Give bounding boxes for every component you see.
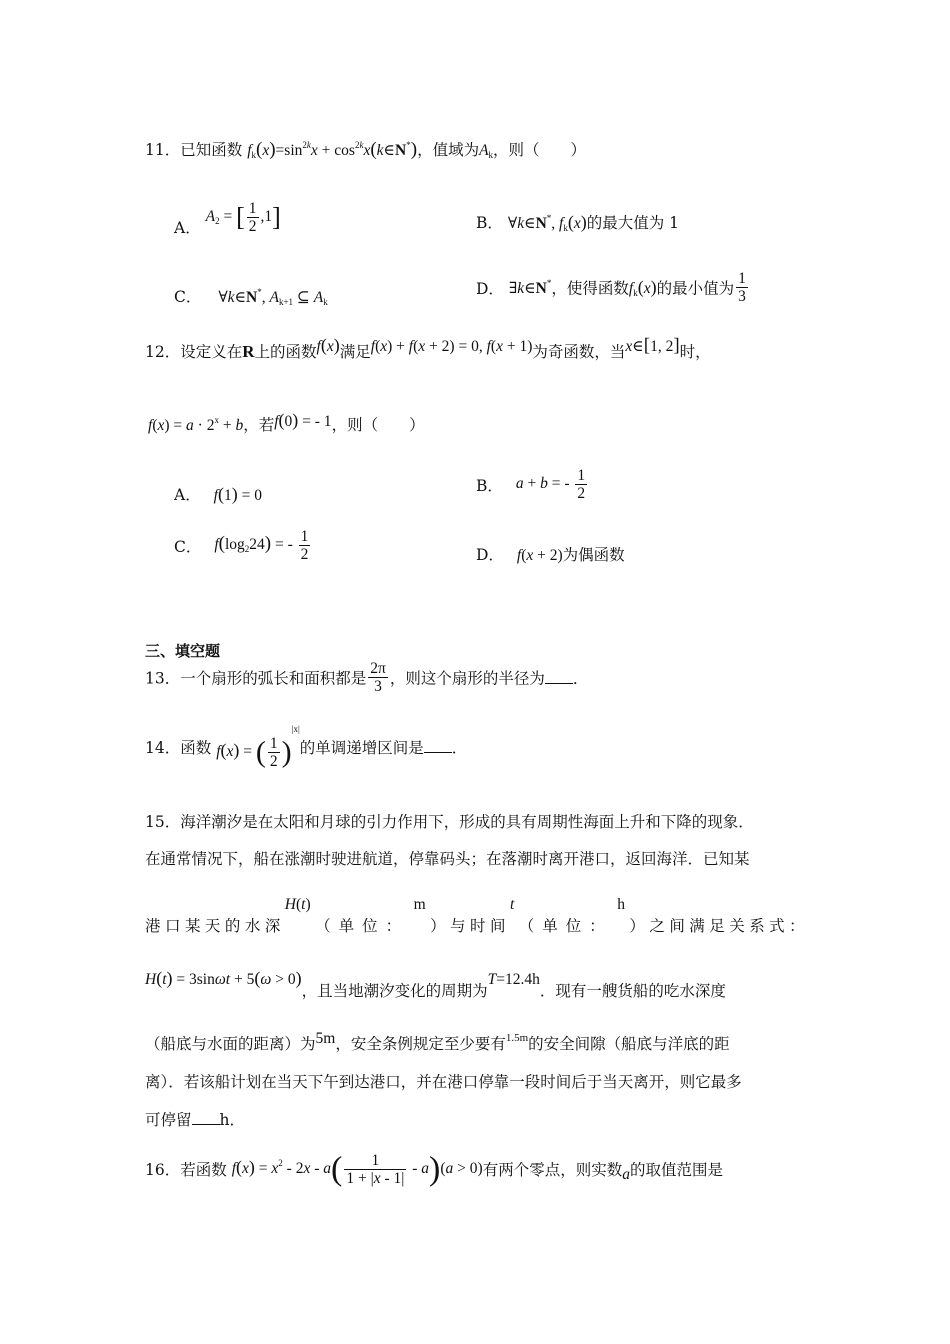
q15-text: 可停留 [145,1111,192,1129]
q11-formula: $f_k(x)=\sin^{2k}x$ + $\cos^{2k}x(k\in N^*)$ [247,139,418,160]
q15-line5 [145,1030,730,1054]
q15-line3 [145,896,805,936]
q15-char: 式 [769,917,785,935]
q15-char: 天 [204,917,221,935]
q11-range-symbol: $A_k$ [479,142,494,160]
q15-char: 时 [470,917,486,935]
q15-text: 的安全间隙（船底与洋底的距 [528,1035,730,1053]
q15-text: ，且当地潮汐变化的周期为 [301,982,488,1000]
q15-line1 [145,810,754,832]
option-text: 为偶函数 [562,546,625,564]
q15-char: 关 [729,917,745,935]
q12-a-formula: f(1) = 0 [213,484,262,504]
q15-line7 [145,1108,245,1130]
q15-depth-var: H(t) [284,896,311,913]
q15-char: 间 [669,917,685,935]
q15-text: ．现有一艘货船的吃水深度 [539,982,726,1000]
option-label: B． [476,476,503,495]
q12-text: 满足 [339,343,371,361]
q15-text: 海洋潮汐是在太阳和月球的引力作用下，形成的具有周期性海面上升和下降的现象． [180,813,754,831]
q15-char: 某 [184,917,201,935]
option-text: 的最大值为 1 [586,214,680,232]
q11-text: 已知函数 [180,141,243,159]
q16-text: 有两个零点，则实数 [482,1161,623,1179]
q14 [145,724,467,770]
q12-interval: x∈[1, 2] [625,335,680,356]
q15-safety-gap: 1.5m [505,1032,529,1044]
q12-text: ，则（ ） [331,416,425,434]
q12-stem: 12．设定义在R上的函数f(x)满足f(x) + f(x + 2) = 0, f(x + 1)为奇函数，当x∈[1, 2]时， [145,335,711,361]
q15-char: 水 [244,917,261,935]
q11-d-formula: ∃k∈N* [508,277,552,297]
fraction-two-pi-thirds: $\frac{2\pi}{3}$ [370,660,386,695]
q15-text: ，安全条例规定至少要有 [335,1035,506,1053]
q15-text: （船底与水面的距离）为 [145,1035,316,1053]
q13 [145,660,588,695]
answer-blank[interactable] [545,671,573,684]
option-label: B． [476,214,503,232]
q16 [145,1150,723,1188]
q12-option-a[interactable] [174,483,262,505]
q15-char: ） [430,917,446,935]
q12-d-formula: f(x + 2) [516,547,563,564]
q13-text: 一个扇形的弧长和面积都是 [180,669,367,688]
q15-line6: 离）．若该船计划在当天下午到达港口，并在港口停靠一段时间后于当天离开，则它最多 [145,1073,742,1091]
option-label: C． [174,288,202,306]
q15-char: 满 [689,917,705,935]
q11-d-fk: $f_k(x)$ [628,277,657,298]
q15-char: （单位： [315,917,410,935]
q16-formula: $f(x) = x^2 - 2x - a$( $\frac{1}{1 + |x - 1|}$ - a)(a > 0) [231,1150,483,1187]
option-label: D． [476,279,504,298]
q15-char: 系 [749,917,765,935]
q12-c-formula: $f(\log_224)$ = - $\frac{1}{2}$ [214,528,309,563]
q12-condition: f(x) + f(x + 2) = 0, f(x + 1) [370,338,533,355]
option-label: C． [174,537,202,556]
q11-option-d[interactable] [476,270,750,305]
q15-char: 间 [489,917,506,935]
q12-option-b[interactable] [476,467,589,502]
q15-char: （单位： [518,917,613,935]
unit-hour: h [617,896,625,913]
q15-char: ） [629,917,645,935]
option-label: A． [174,486,201,504]
q11-c-formula: ∀k∈N*, $A_{k+1}$ ⊆ $A_k$ [218,287,328,307]
q15-number: 15． [145,813,181,831]
q14-text: ． [451,738,468,757]
q11-number: 11． [145,141,181,159]
q11-option-b[interactable] [476,211,679,233]
q15-line4 [145,968,726,1001]
q15-char: 之 [649,917,665,935]
q13-text: ，则这个扇形的半径为 [389,669,545,688]
option-label: A． [174,219,201,237]
q11-text: ，值域为 [417,141,480,159]
q11-stem [145,138,586,161]
option-text: 的最小值为 [656,279,735,298]
q12-option-d[interactable] [476,543,625,565]
q12-fx: f(x) [316,335,340,355]
q12-text: 时， [679,343,711,361]
q13-number: 13． [145,669,181,688]
q15-time-var: t [509,896,515,913]
q15-char: 与 [450,917,466,935]
q12-definition: $f(x) = a \cdot 2^x + b$ [148,415,244,434]
q14-text: 的单调递增区间是 [299,738,424,757]
q11-b-formula: ∀k∈N*, $f_k(x)$ [507,212,587,233]
q12-option-c[interactable] [174,528,312,563]
q15-char: 的 [224,917,241,935]
q15-draft-depth: 5m [315,1030,336,1047]
answer-blank[interactable] [192,1112,220,1125]
q16-text: 的取值范围是 [629,1161,723,1179]
q15-char: 口 [164,917,181,935]
q11-text: ，则（ ） [493,141,587,159]
option-text: ，使得函数 [551,279,629,298]
q15-line2: 在通常情况下，船在涨潮时驶进航道，停靠码头；在落潮时离开港口，返回海洋．已知某 [145,850,750,868]
q16-var-a: a [622,1166,630,1183]
q15-char: 足 [709,917,725,935]
q12-number: 12． [145,343,181,361]
q15-text: h． [219,1111,245,1129]
section-title: 三、填空题 [145,642,221,660]
answer-blank[interactable] [424,740,452,753]
q15-char: 深 [264,917,281,935]
q11-option-c[interactable] [174,285,328,307]
q15-period-value: =12.4h [496,971,540,988]
q14-text: 函数 [180,738,212,757]
unit-meter: m [413,896,426,913]
option-label: D． [476,546,504,564]
q13-text: ． [572,669,589,688]
q15-char: 港 [145,917,161,935]
q12-text: 上的函数 [254,343,317,361]
q12-text: ，若 [243,416,275,434]
q11-a-formula: $A_2$ = [ $\frac{1}{2}$ ,1] [205,199,281,235]
fraction-one-third: $\frac{1}{3}$ [738,270,746,305]
q15-char: ： [789,917,805,935]
q15-period-symbol: T [487,971,497,988]
q16-number: 16． [145,1161,181,1179]
q12-text: 为奇函数，当 [532,343,626,361]
q16-text: 若函数 [180,1161,227,1179]
q12-line2 [148,410,425,435]
q15-formula: H(t) = 3sinωt + 5(ω > 0) [145,968,302,988]
q12-given: f(0) = - 1 [274,410,332,430]
q14-number: 14． [145,738,181,757]
q12-text: 设定义在 [180,343,243,361]
q11-option-a[interactable] [174,196,281,238]
q14-formula: f(x) = ( $\frac{1}{2}$ )$^{|x|}$ [216,724,300,770]
q12-b-formula: a + b = - $\frac{1}{2}$ [515,467,586,502]
